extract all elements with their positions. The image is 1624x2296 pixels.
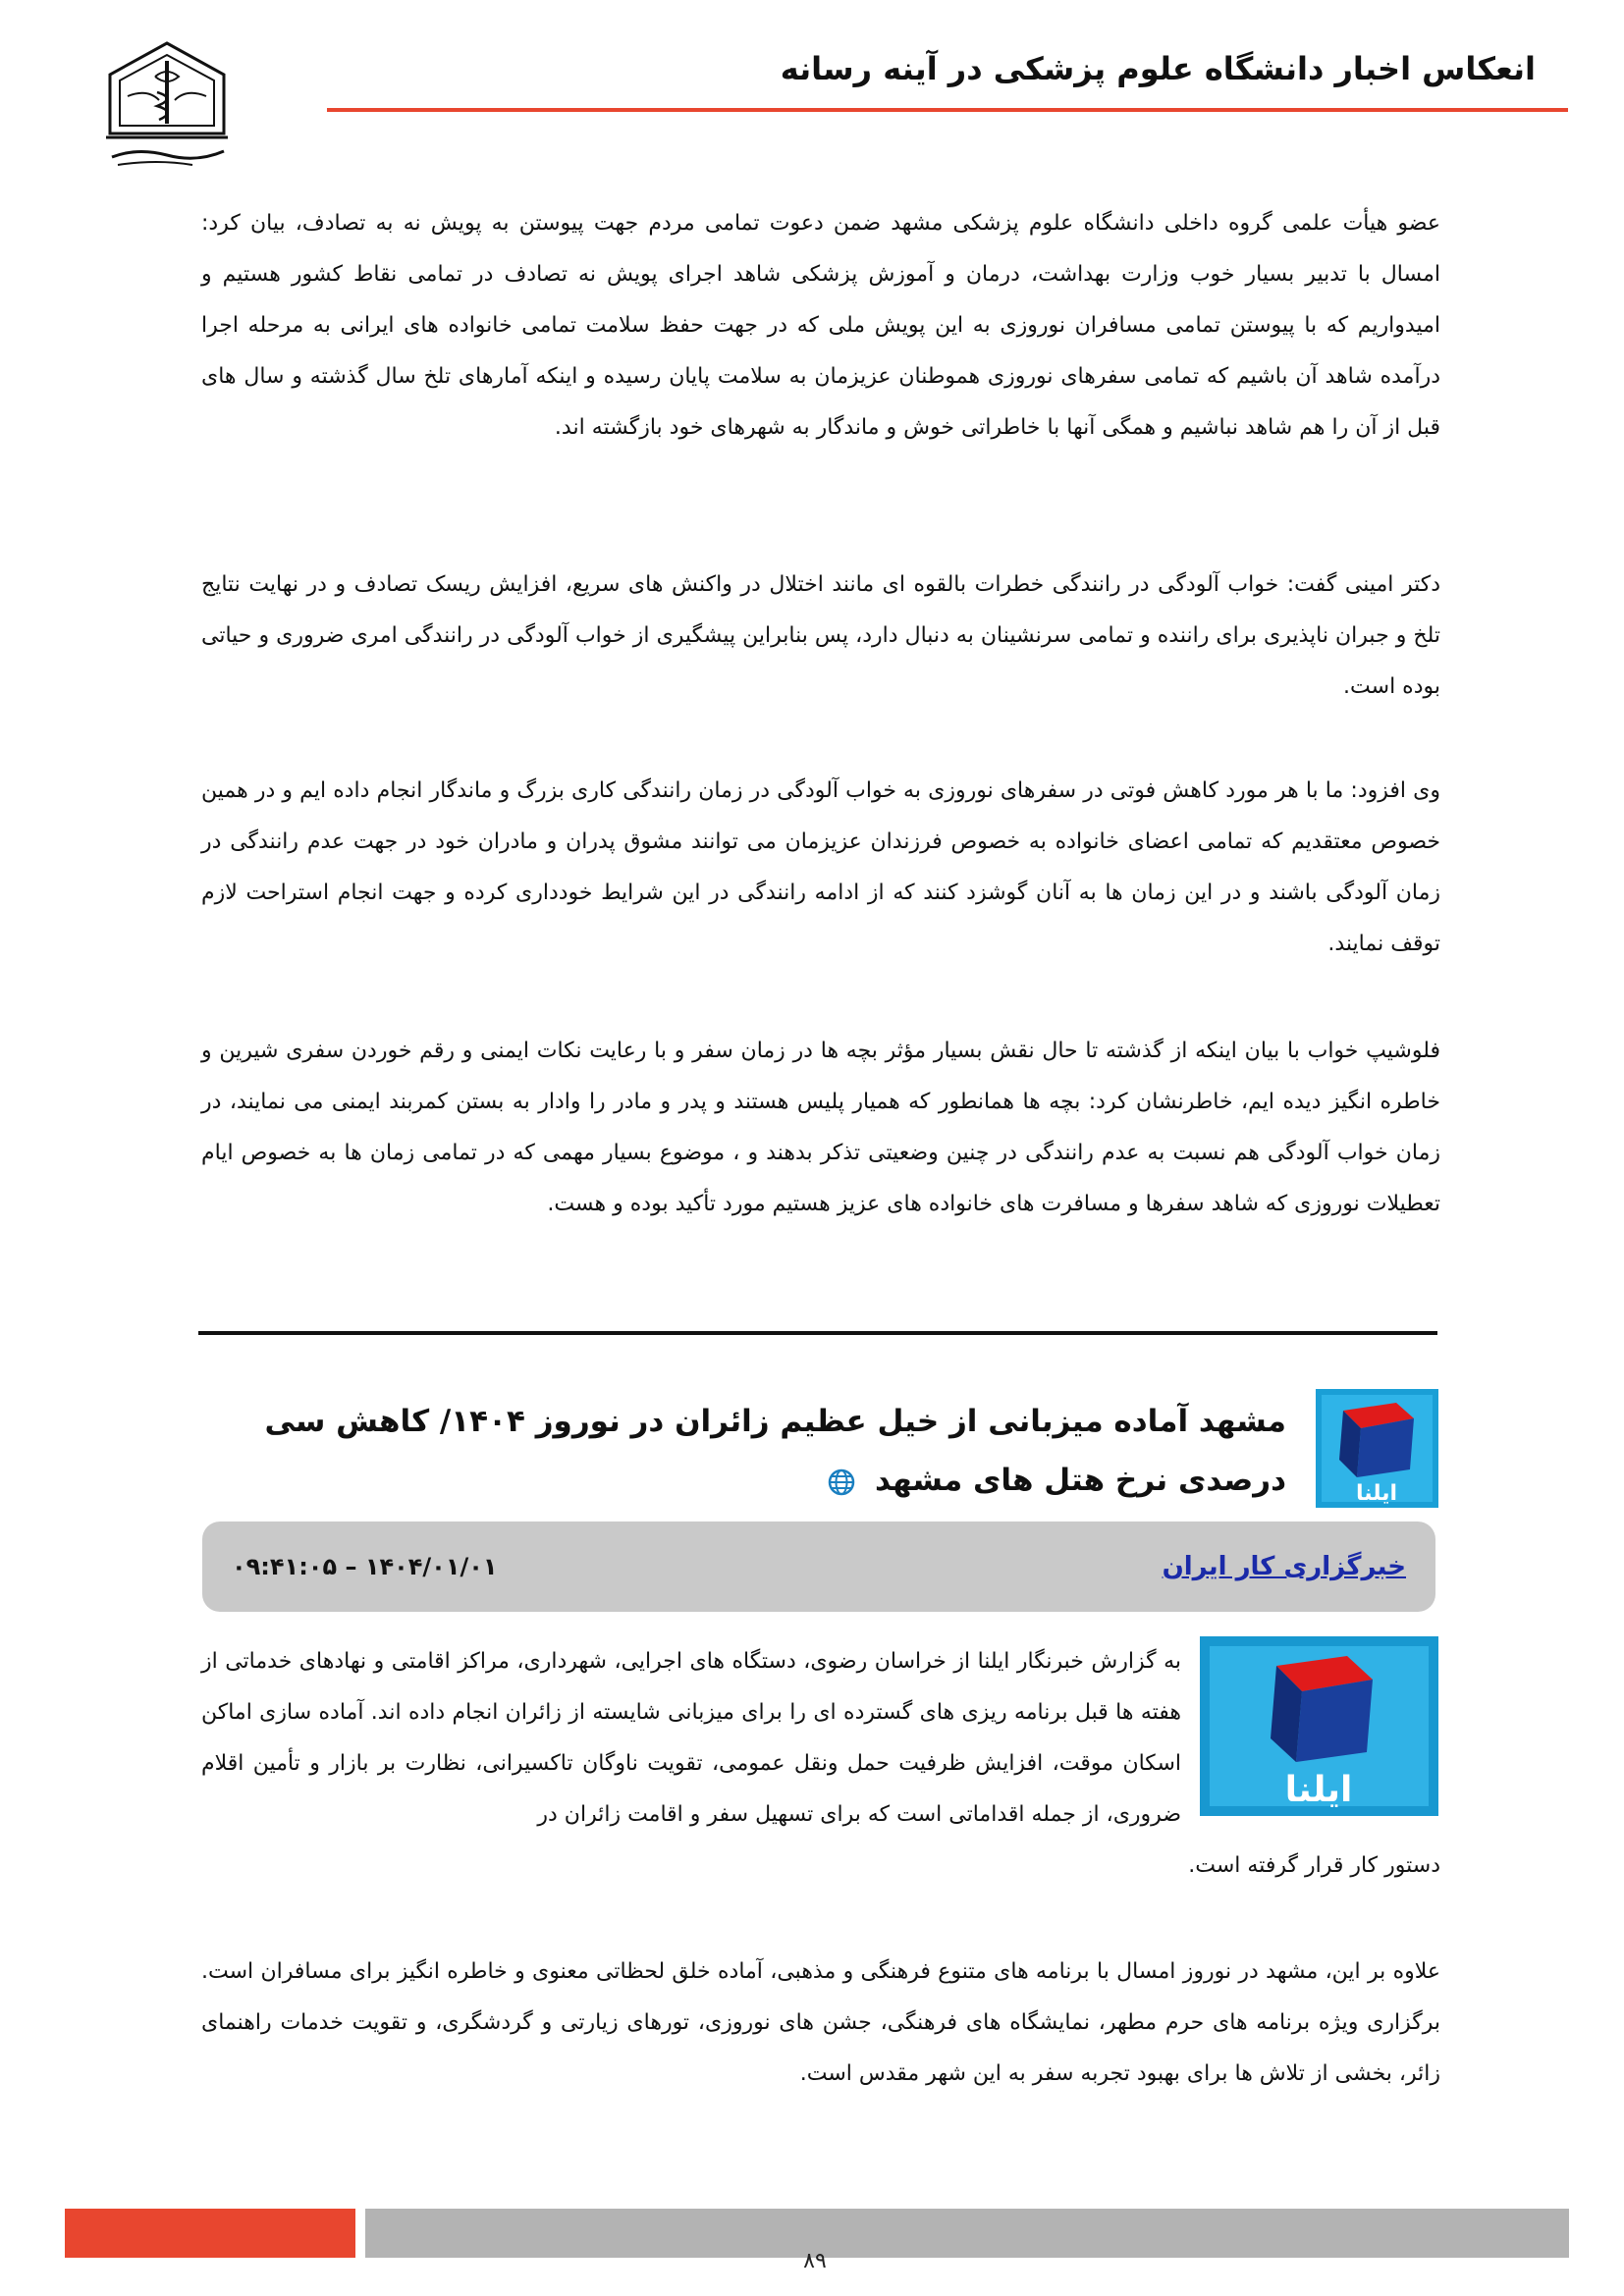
page-number: ۸۹ <box>803 2249 827 2273</box>
article-lead-continued: دستور کار قرار گرفته است. <box>1188 1853 1440 1878</box>
article-paragraph-2: علاوه بر این، مشهد در نوروز امسال با برنامه های متنوع فرهنگی و مذهبی، آماده خلق لحظاتی معنوی و خاطره انگیز برای مسافران است. برگزاری ویژه برنامه های حرم مطهر، نمایشگاه های فرهنگی، جشن های نوروزی، تورهای زیارتی و گردشگری، و تقویت خدمات راهنمای زائر، بخشی از تلاش ها برای بهبود تجربه سفر به این شهر مقدس است. <box>201 1959 1440 2086</box>
article-agency-logo <box>1200 1636 1438 1816</box>
header-title: انعکاس اخبار دانشگاه علوم پزشکی در آینه رسانه <box>780 50 1536 87</box>
news-time: ۰۹:۴۱:۰۵ <box>232 1553 338 1580</box>
university-seal-icon <box>98 37 236 171</box>
footer-red-bar <box>65 2209 355 2258</box>
section-separator <box>198 1331 1437 1335</box>
news-info-bar <box>202 1522 1435 1612</box>
date-separator: – <box>345 1553 357 1580</box>
article-lead: به گزارش خبرنگار ایلنا از خراسان رضوی، دستگاه های اجرایی، شهرداری، مراکز اقامتی و نهادهای خدماتی از هفته ها قبل برنامه ریزی های گسترده ای را برای میزبانی شایسته از زائران انجام داده اند. آماده سازی اماکن اسکان موقت، افزایش ظرفیت حمل ونقل عمومی، تقویت ناوگان تاکسیرانی، نظارت بر بازار و تأمین اقلام ضروری، از جمله اقداماتی است که برای تسهیل سفر و اقامت زائران در <box>201 1649 1181 1827</box>
footer-gray-bar <box>365 2209 1569 2258</box>
source-link[interactable]: خبرگزاری کار ایران <box>1162 1552 1406 1581</box>
date-time <box>232 1522 498 1612</box>
news-title-text: مشهد آماده میزبانی از خیل عظیم زائران در نوروز ۱۴۰۴/ کاهش سی درصدی نرخ هتل های مشهد <box>264 1404 1286 1498</box>
news-date: ۱۴۰۴/۰۱/۰۱ <box>364 1553 498 1580</box>
paragraph-4: فلوشیپ خواب با بیان اینکه از گذشته تا حال نقش بسیار مؤثر بچه ها در زمان سفر و با رعایت نکات ایمنی و رقم خوردن سفری شیرین و خاطره انگیز دیده ایم، خاطرنشان کرد: بچه ها همانطور که همیار پلیس هستند و پدر و مادر را وادار به بستن کمربند ایمنی می نمایند، در زمان خواب آلودگی هم نسبت به عدم رانندگی در چنین وضعیتی تذکر بدهند و ، موضوع بسیار مهمی که در تمامی زمان ها به خصوص ایام تعطیلات نوروزی که شاهد سفرها و مسافرت های خانواده های عزیز هستیم مورد تأکید بوده و هست. <box>201 1039 1440 1216</box>
svg-text:ایلنا: ایلنا <box>1284 1770 1353 1810</box>
header-divider <box>327 108 1568 112</box>
news-title <box>226 1392 1286 1510</box>
paragraph-1: عضو هیأت علمی گروه داخلی دانشگاه علوم پزشکی مشهد ضمن دعوت تمامی مردم جهت پیوستن به پویش نه به تصادف، بیان کرد: امسال با تدبیر بسیار خوب وزارت بهداشت، درمان و آموزش پزشکی شاهد اجرای پویش نه تصادف در تمامی نقاط کشور هستیم و امیدواریم که با پیوستن تمامی مسافران نوروزی به این پویش ملی که در جهت حفظ سلامت تمامی خانواده های ایرانی به مرحله اجرا درآمده شاهد آن باشیم که تمامی سفرهای نوروزی هموطنان عزیزمان به سلامت پایان رسیده و اینکه آمارهای تلخ سال گذشته و سال های قبل از آن را هم شاهد نباشیم و همگی آنها با خاطراتی خوش و ماندگار به شهرهای خود بازگشته اند. <box>201 211 1440 440</box>
paragraph-2: دکتر امینی گفت: خواب آلودگی در رانندگی خطرات بالقوه ای مانند اختلال در واکنش های سریع، افزایش ریسک تصادف و در نهایت نتایج تلخ و جبران ناپذیری برای راننده و تمامی سرنشینان به دنبال دارد، پس بنابراین پیشگیری از خواب آلودگی در رانندگی امری ضروری و حیاتی بوده است. <box>201 572 1440 699</box>
ilna-agency-logo <box>1316 1389 1438 1508</box>
svg-text:ایلنا: ایلنا <box>1355 1481 1398 1506</box>
paragraph-3: وی افزود: ما با هر مورد کاهش فوتی در سفرهای نوروزی به خواب آلودگی در زمان رانندگی کاری بزرگ و ماندگار انجام داده ایم و در همین خصوص معتقدیم که تمامی اعضای خانواده به خصوص فرزندان عزیزمان می توانند مشوق پدران و مادران خود در جهت عدم رانندگی در زمان آلودگی باشند و در این زمان ها به آنان گوشزد کنند که از ادامه رانندگی در این شرایط خودداری کرده و جهت انجام استراحت لازم توقف نمایند. <box>201 778 1440 956</box>
globe-icon[interactable] <box>827 1468 856 1497</box>
